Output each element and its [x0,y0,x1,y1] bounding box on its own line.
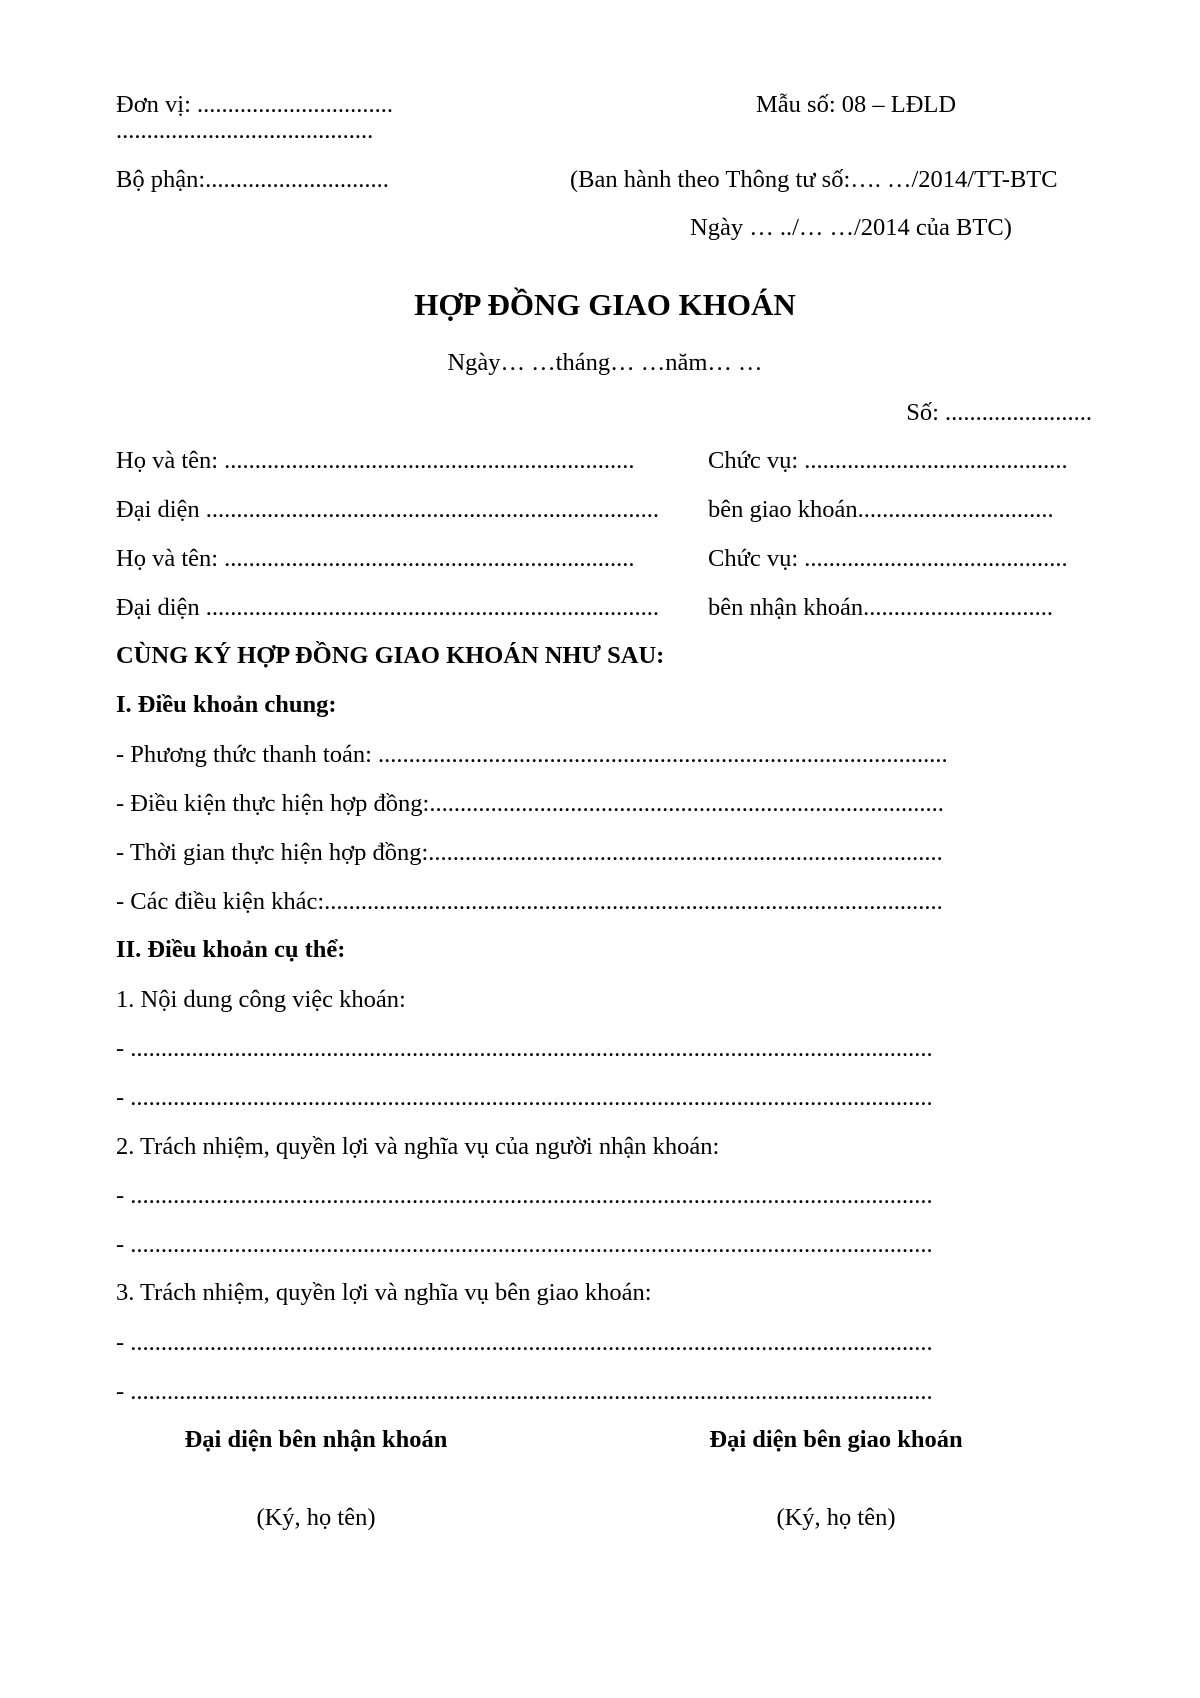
execution-time-field: - Thời gian thực hiện hợp đồng:.................................................................................... [116,839,943,866]
party-role-receiver: bên nhận khoán............................... [708,594,1053,621]
subsection-1-heading: 1. Nội dung công việc khoán: [116,986,406,1013]
subsection-3-heading: 3. Trách nhiệm, quyền lợi và nghĩa vụ bên giao khoán: [116,1279,652,1306]
subsection-2-line: - ................................................................................................................................... [116,1182,933,1209]
party-representative-field: Đại diện .......................................................................... [116,496,660,523]
subsection-1-line: - ................................................................................................................................... [116,1035,933,1062]
receiver-signature-note: (Ký, họ tên) [256,1504,376,1531]
issued-date: Ngày … ../… …/2014 của BTC) [690,214,1012,241]
subsection-2-heading: 2. Trách nhiệm, quyền lợi và nghĩa vụ của người nhận khoán: [116,1133,720,1160]
party-name-field: Họ và tên: ................................................................... [116,545,635,572]
subsection-1-line: - ................................................................................................................................... [116,1084,933,1111]
party-role-giver: bên giao khoán................................ [708,496,1054,523]
subsection-3-line: - ................................................................................................................................... [116,1329,933,1356]
giver-signature-title: Đại diện bên giao khoán [709,1426,963,1453]
subsection-2-line: - ................................................................................................................................... [116,1231,933,1258]
contract-date: Ngày… …tháng… …năm… … [447,349,763,376]
party-representative-field: Đại diện .......................................................................... [116,594,660,621]
section-2-heading: II. Điều khoản cụ thể: [116,936,346,963]
receiver-signature-title: Đại diện bên nhận khoán [184,1426,448,1453]
other-conditions-field: - Các điều kiện khác:..................................................................................................... [116,888,943,915]
unit-field: Đơn vị: ................................ [116,91,394,118]
execution-conditions-field: - Điều kiện thực hiện hợp đồng:.................................................................................... [116,790,944,817]
subsection-3-line: - ................................................................................................................................... [116,1378,933,1405]
unit-field-continuation: .......................................... [116,117,374,144]
department-field: Bộ phận:.............................. [116,166,389,193]
document-title: HỢP ĐỒNG GIAO KHOÁN [414,287,796,322]
party-position-field: Chức vụ: ........................................... [708,447,1068,474]
payment-method-field: - Phương thức thanh toán: ............................................................................................. [116,741,948,768]
contract-number: Số: ........................ [906,399,1092,426]
issued-by-circular: (Ban hành theo Thông tư số:…. …/2014/TT-BTC [570,166,1058,193]
form-number: Mẫu số: 08 – LĐLD [756,91,957,118]
giver-signature-note: (Ký, họ tên) [776,1504,896,1531]
agreement-heading: CÙNG KÝ HỢP ĐỒNG GIAO KHOÁN NHƯ SAU: [116,642,665,669]
party-position-field: Chức vụ: ........................................... [708,545,1068,572]
party-name-field: Họ và tên: ................................................................... [116,447,635,474]
section-1-heading: I. Điều khoản chung: [116,691,337,718]
